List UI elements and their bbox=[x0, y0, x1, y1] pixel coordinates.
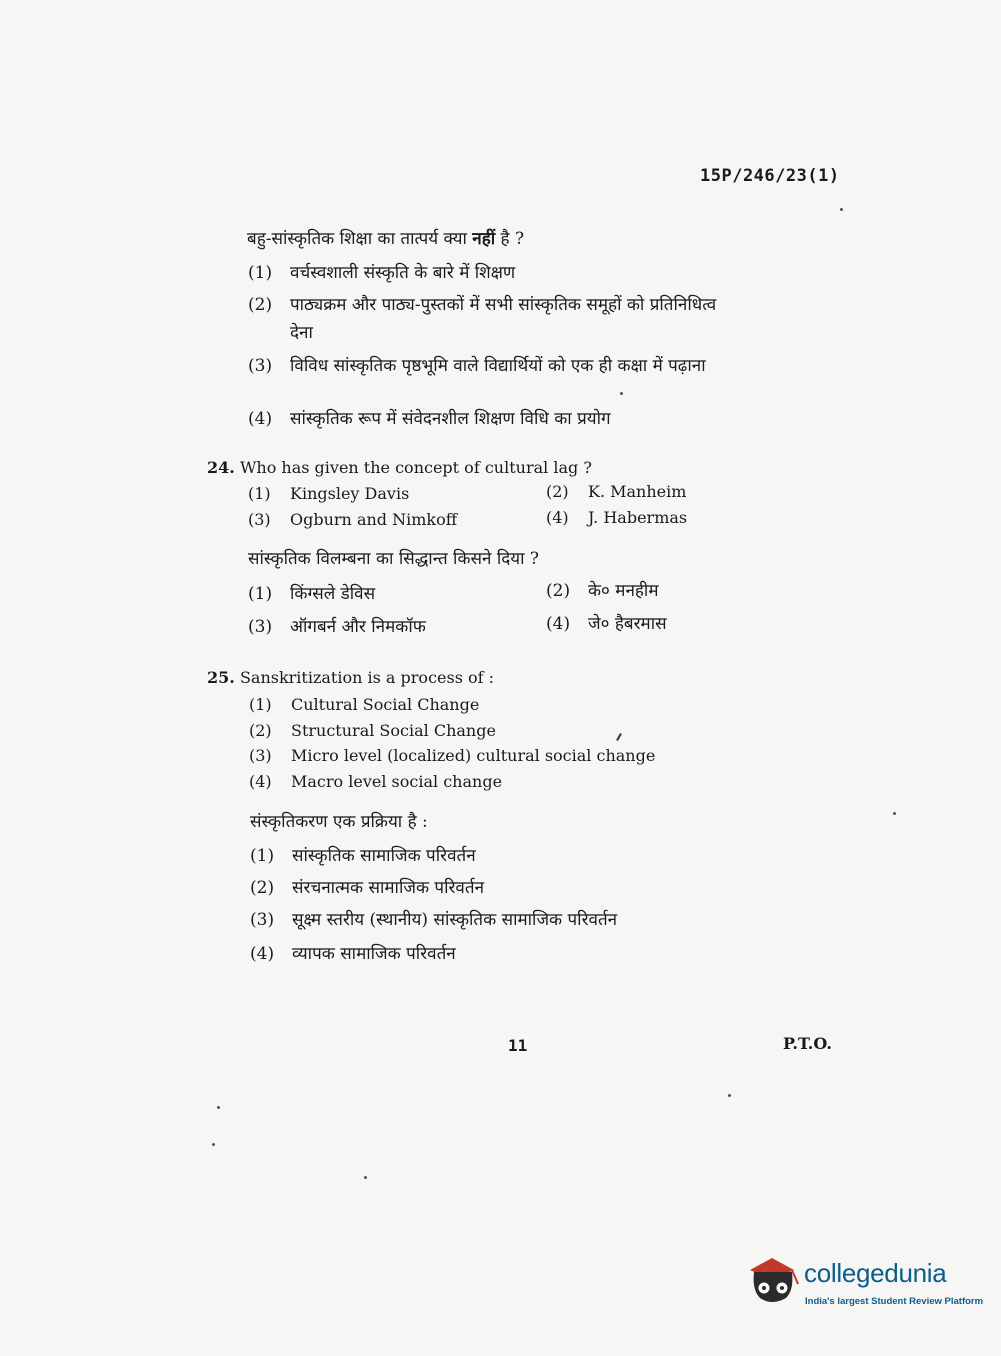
q25-option-4-hi: (4) व्यापक सामाजिक परिवर्तन bbox=[250, 944, 456, 964]
q24-option-4-en: (4) J. Habermas bbox=[546, 508, 688, 527]
pen-mark bbox=[616, 733, 622, 741]
q23-question-hi-emphasis: नहीं bbox=[472, 229, 496, 249]
scan-speck bbox=[840, 208, 843, 211]
q23-option-2-hi: (2) पाठ्यक्रम और पाठ्य-पुस्तकों में सभी सांस्कृतिक समूहों को प्रतिनिधित्व bbox=[248, 295, 717, 315]
q25-question-en: 25. Sanskritization is a process of : bbox=[207, 668, 495, 687]
q23-option-2-hi-cont: देना bbox=[290, 323, 313, 343]
scan-speck bbox=[364, 1176, 367, 1179]
brand-tagline: India's largest Student Review Platform bbox=[805, 1296, 984, 1307]
q25-option-2-hi: (2) संरचनात्मक सामाजिक परिवर्तन bbox=[250, 878, 485, 898]
mascot-icon bbox=[742, 1250, 804, 1312]
q25-option-3-hi: (3) सूक्ष्म स्तरीय (स्थानीय) सांस्कृतिक सामाजिक परिवर्तन bbox=[250, 910, 618, 930]
q25-number: 25. bbox=[207, 668, 235, 687]
scan-speck bbox=[217, 1106, 220, 1109]
q24-question-hi: सांस्कृतिक विलम्बना का सिद्धान्त किसने दिया ? bbox=[248, 549, 540, 569]
q24-option-4-hi: (4) जे० हैबरमास bbox=[546, 614, 667, 634]
q24-option-1-en: (1) Kingsley Davis bbox=[248, 484, 410, 503]
q25-option-2-en: (2) Structural Social Change bbox=[249, 721, 496, 740]
q25-option-3-en: (3) Micro level (localized) cultural social change bbox=[249, 746, 656, 765]
q25-question-hi: संस्कृतिकरण एक प्रक्रिया है : bbox=[250, 812, 428, 832]
scan-speck bbox=[728, 1094, 731, 1097]
q25-option-1-hi: (1) सांस्कृतिक सामाजिक परिवर्तन bbox=[250, 846, 476, 866]
scan-speck bbox=[620, 392, 623, 395]
page-number: 11 bbox=[508, 1036, 528, 1055]
q25-option-4-en: (4) Macro level social change bbox=[249, 772, 503, 791]
q24-option-2-hi: (2) के० मनहीम bbox=[546, 581, 659, 601]
scan-speck bbox=[212, 1143, 215, 1146]
q24-option-3-en: (3) Ogburn and Nimkoff bbox=[248, 510, 458, 529]
q23-option-1-hi: (1) वर्चस्वशाली संस्कृति के बारे में शिक्षण bbox=[248, 263, 516, 283]
q24-option-3-hi: (3) ऑगबर्न और निमकॉफ bbox=[248, 617, 426, 637]
pto-label: P.T.O. bbox=[783, 1034, 832, 1053]
q24-option-1-hi: (1) किंग्सले डेविस bbox=[248, 584, 376, 604]
scan-speck bbox=[893, 812, 896, 815]
q25-option-1-en: (1) Cultural Social Change bbox=[249, 695, 480, 714]
paper-code: 15P/246/23(1) bbox=[700, 166, 840, 186]
q24-option-2-en: (2) K. Manheim bbox=[546, 482, 687, 501]
q24-number: 24. bbox=[207, 458, 235, 477]
brand-name: collegedunia bbox=[804, 1258, 947, 1288]
q23-option-3-hi: (3) विविध सांस्कृतिक पृष्ठभूमि वाले विद्यार्थियों को एक ही कक्षा में पढ़ाना bbox=[248, 356, 706, 376]
q24-question-en: 24. Who has given the concept of cultural lag ? bbox=[207, 458, 592, 477]
q23-question-hi: बहु-सांस्कृतिक शिक्षा का तात्पर्य क्या नहीं है ? bbox=[247, 229, 525, 249]
q23-option-4-hi: (4) सांस्कृतिक रूप में संवेदनशील शिक्षण विधि का प्रयोग bbox=[248, 409, 611, 429]
